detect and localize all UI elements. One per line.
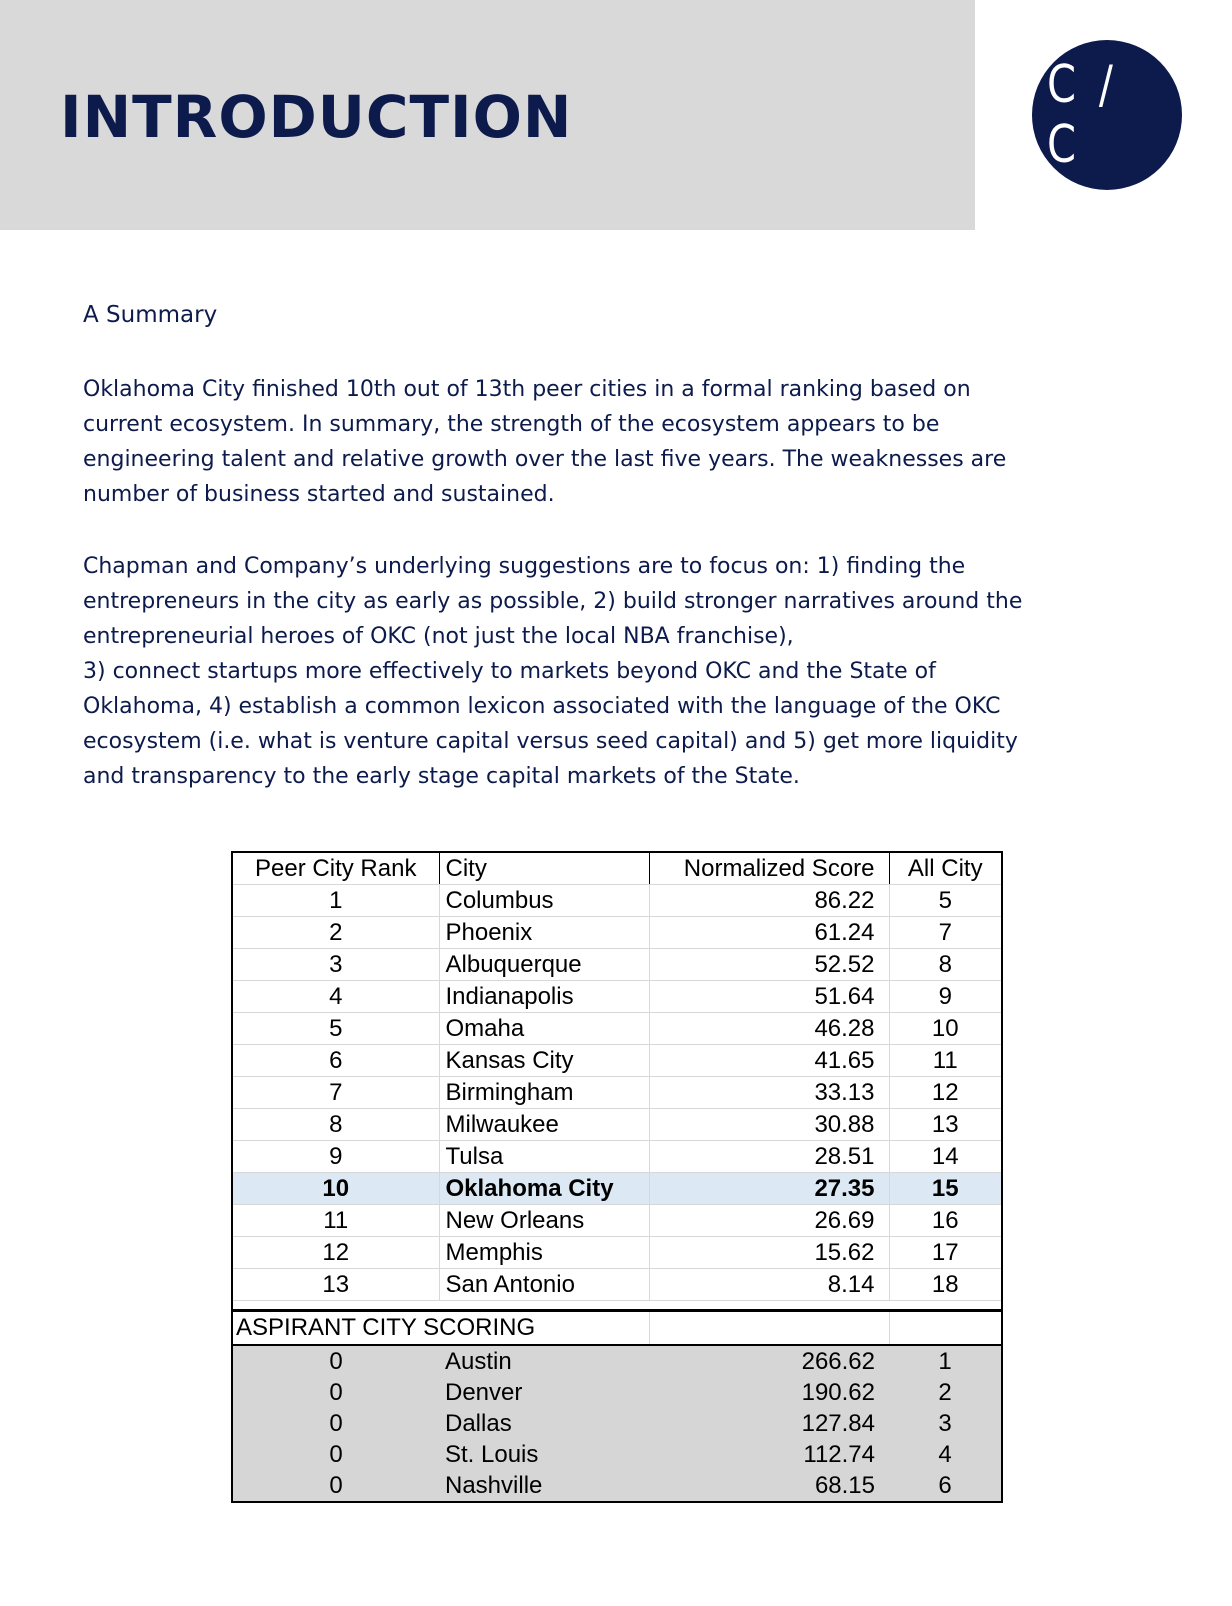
city-cell: Oklahoma City <box>439 1173 649 1205</box>
summary-heading: A Summary <box>83 302 218 328</box>
score-cell: 41.65 <box>649 1045 889 1077</box>
score-cell: 27.35 <box>649 1173 889 1205</box>
table-row <box>233 1077 1001 1109</box>
rank-cell: 3 <box>233 949 439 981</box>
paragraph-line: engineering talent and relative growth over the last five years. The weaknesses are <box>83 447 1007 472</box>
city-cell: Memphis <box>439 1237 649 1269</box>
rank-cell: 0 <box>233 1470 439 1501</box>
all-city-cell: 11 <box>889 1045 1001 1077</box>
score-cell: 15.62 <box>649 1237 889 1269</box>
all-city-cell: 3 <box>889 1408 1001 1439</box>
table-header-row <box>233 853 1001 885</box>
city-cell: New Orleans <box>439 1205 649 1237</box>
score-cell: 28.51 <box>649 1141 889 1173</box>
score-cell: 112.74 <box>649 1439 889 1470</box>
header-normalized-score: Normalized Score <box>649 853 889 885</box>
rank-cell: 5 <box>233 1013 439 1045</box>
city-cell: Indianapolis <box>439 981 649 1013</box>
all-city-cell: 17 <box>889 1237 1001 1269</box>
table-row <box>233 1141 1001 1173</box>
score-cell: 266.62 <box>649 1345 889 1377</box>
all-city-cell: 2 <box>889 1377 1001 1408</box>
rank-cell: 13 <box>233 1269 439 1301</box>
paragraph-line: entrepreneurial heroes of OKC (not just the local NBA franchise), <box>83 624 794 649</box>
paragraph-line: ecosystem (i.e. what is venture capital versus seed capital) and 5) get more liquidity <box>83 729 1018 754</box>
table-row <box>233 981 1001 1013</box>
score-cell: 86.22 <box>649 885 889 917</box>
table-row <box>233 1109 1001 1141</box>
rank-cell: 8 <box>233 1109 439 1141</box>
city-cell: Tulsa <box>439 1141 649 1173</box>
table-row <box>233 1237 1001 1269</box>
city-cell: Phoenix <box>439 917 649 949</box>
logo-text: C / C <box>1047 55 1118 175</box>
all-city-cell: 4 <box>889 1439 1001 1470</box>
header-all-city: All City <box>889 853 1001 885</box>
score-cell: 51.64 <box>649 981 889 1013</box>
all-city-cell: 9 <box>889 981 1001 1013</box>
ranking-table <box>231 851 1003 1503</box>
rank-cell: 6 <box>233 1045 439 1077</box>
rank-cell: 0 <box>233 1408 439 1439</box>
rank-cell: 4 <box>233 981 439 1013</box>
summary-paragraph-2 <box>83 549 1163 794</box>
aspirant-heading: ASPIRANT CITY SCORING <box>233 1311 649 1346</box>
paragraph-line: and transparency to the early stage capital markets of the State. <box>83 764 800 789</box>
score-cell: 127.84 <box>649 1408 889 1439</box>
paragraph-line: current ecosystem. In summary, the strength of the ecosystem appears to be <box>83 412 940 437</box>
all-city-cell: 12 <box>889 1077 1001 1109</box>
paragraph-line: Oklahoma City finished 10th out of 13th peer cities in a formal ranking based on <box>83 377 971 402</box>
score-cell: 30.88 <box>649 1109 889 1141</box>
score-cell: 33.13 <box>649 1077 889 1109</box>
all-city-cell: 13 <box>889 1109 1001 1141</box>
rank-cell: 2 <box>233 917 439 949</box>
city-cell: Denver <box>439 1377 649 1408</box>
table-row <box>233 1439 1001 1470</box>
summary-paragraph-1 <box>83 372 1163 512</box>
score-cell: 190.62 <box>649 1377 889 1408</box>
city-cell: San Antonio <box>439 1269 649 1301</box>
aspirant-heading-row <box>233 1311 1001 1346</box>
rank-cell: 0 <box>233 1439 439 1470</box>
table-row <box>233 949 1001 981</box>
rank-cell: 0 <box>233 1377 439 1408</box>
table-row <box>233 1173 1001 1205</box>
score-cell: 8.14 <box>649 1269 889 1301</box>
page-title: INTRODUCTION <box>60 83 573 151</box>
paragraph-line: Chapman and Company’s underlying suggestions are to focus on: 1) finding the <box>83 554 966 579</box>
city-cell: Kansas City <box>439 1045 649 1077</box>
table-row <box>233 917 1001 949</box>
city-cell: St. Louis <box>439 1439 649 1470</box>
all-city-cell: 6 <box>889 1470 1001 1501</box>
table-row <box>233 1408 1001 1439</box>
paragraph-line: 3) connect startups more effectively to markets beyond OKC and the State of <box>83 659 936 684</box>
city-cell: Omaha <box>439 1013 649 1045</box>
table-row <box>233 1377 1001 1408</box>
table-row <box>233 885 1001 917</box>
score-cell: 52.52 <box>649 949 889 981</box>
all-city-cell: 16 <box>889 1205 1001 1237</box>
all-city-cell: 15 <box>889 1173 1001 1205</box>
score-cell: 61.24 <box>649 917 889 949</box>
table-row <box>233 1205 1001 1237</box>
all-city-cell: 8 <box>889 949 1001 981</box>
all-city-cell: 1 <box>889 1345 1001 1377</box>
table-row <box>233 1470 1001 1501</box>
table-row <box>233 1013 1001 1045</box>
rank-cell: 0 <box>233 1345 439 1377</box>
score-cell: 26.69 <box>649 1205 889 1237</box>
table-separator <box>233 1301 1001 1311</box>
all-city-cell: 5 <box>889 885 1001 917</box>
header-peer-city-rank: Peer City Rank <box>233 853 439 885</box>
paragraph-line: entrepreneurs in the city as early as possible, 2) build stronger narratives around the <box>83 589 1023 614</box>
company-logo <box>1032 40 1182 190</box>
city-cell: Austin <box>439 1345 649 1377</box>
all-city-cell: 7 <box>889 917 1001 949</box>
rank-cell: 1 <box>233 885 439 917</box>
rank-cell: 10 <box>233 1173 439 1205</box>
paragraph-line: number of business started and sustained. <box>83 482 555 507</box>
city-cell: Dallas <box>439 1408 649 1439</box>
rank-cell: 11 <box>233 1205 439 1237</box>
city-cell: Columbus <box>439 885 649 917</box>
city-cell: Albuquerque <box>439 949 649 981</box>
header-city: City <box>439 853 649 885</box>
table-row <box>233 1269 1001 1301</box>
score-cell: 46.28 <box>649 1013 889 1045</box>
rank-cell: 7 <box>233 1077 439 1109</box>
all-city-cell: 18 <box>889 1269 1001 1301</box>
all-city-cell: 14 <box>889 1141 1001 1173</box>
city-cell: Nashville <box>439 1470 649 1501</box>
paragraph-line: Oklahoma, 4) establish a common lexicon associated with the language of the OKC <box>83 694 1001 719</box>
all-city-cell: 10 <box>889 1013 1001 1045</box>
score-cell: 68.15 <box>649 1470 889 1501</box>
table-row <box>233 1045 1001 1077</box>
city-cell: Birmingham <box>439 1077 649 1109</box>
rank-cell: 9 <box>233 1141 439 1173</box>
table-row <box>233 1345 1001 1377</box>
rank-cell: 12 <box>233 1237 439 1269</box>
city-cell: Milwaukee <box>439 1109 649 1141</box>
